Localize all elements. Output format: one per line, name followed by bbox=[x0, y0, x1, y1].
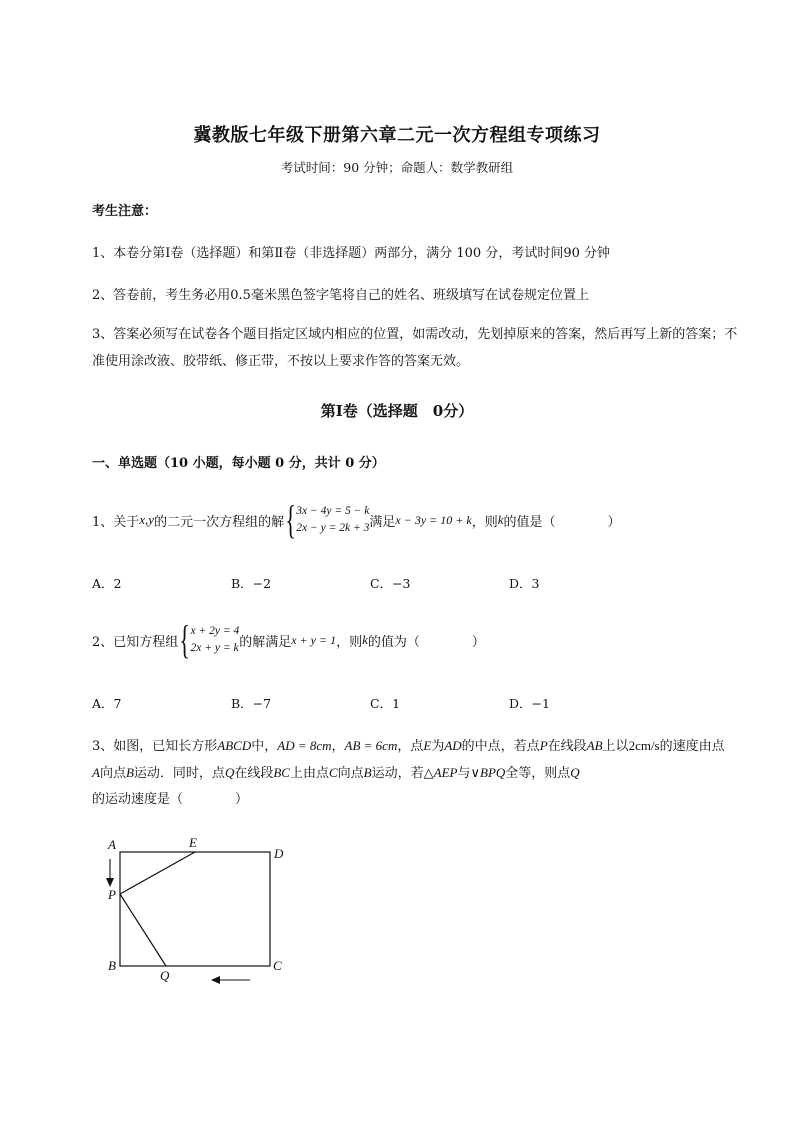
q3-math: C bbox=[328, 765, 338, 780]
q3-text: 的速度由点 bbox=[659, 739, 725, 754]
label-b: B bbox=[108, 958, 116, 973]
q1-suffix-a: ，则 bbox=[471, 514, 498, 530]
q2-option-c[interactable]: C．1 bbox=[370, 696, 401, 711]
document-subtitle: 考试时间：90 分钟；命题人：数学教研组 bbox=[280, 160, 514, 175]
q3-text: 运动，若 bbox=[371, 766, 424, 781]
q3-math: AB bbox=[586, 738, 603, 753]
q3-math: Q bbox=[224, 765, 235, 780]
label-e: E bbox=[189, 835, 197, 850]
q1-mid: 的二元一次方程组的解 bbox=[154, 514, 285, 530]
q1-condition: x − 3y = 10 + k bbox=[395, 512, 472, 527]
q3-text: 向点 bbox=[337, 766, 364, 781]
label-d: D bbox=[274, 846, 284, 861]
q2-mid: 的解满足 bbox=[239, 634, 292, 650]
q1-suffix-b: 的值是（ ） bbox=[503, 514, 621, 530]
q3-text: 为 bbox=[431, 739, 445, 754]
brace-symbol: { bbox=[179, 617, 191, 662]
q2-equation-system bbox=[178, 617, 240, 662]
q1-equation-2: 2x − y = 2k + 3 bbox=[296, 522, 370, 534]
segment-pe bbox=[120, 852, 195, 894]
q1-cond-pre: 满足 bbox=[369, 514, 396, 530]
label-p: P bbox=[108, 887, 116, 902]
question-2 bbox=[92, 617, 485, 662]
q3-text: ， bbox=[331, 739, 345, 754]
q3-text: 向点 bbox=[99, 766, 126, 781]
note-item-2: 2、答卷前，考生务必用0.5毫米黑色签字笔将自己的姓名、班级填写在试卷规定位置上 bbox=[92, 288, 589, 303]
q1-equation-system bbox=[284, 497, 370, 542]
q3-math: BC bbox=[273, 765, 290, 780]
q3-text: 的运动速度是（ ） bbox=[92, 792, 249, 807]
q1-option-c[interactable]: C．−3 bbox=[370, 576, 411, 591]
q3-text: ，点 bbox=[397, 739, 424, 754]
q2-suffix-b: 的值为（ ） bbox=[367, 634, 485, 650]
q1-equation-1: 3x − 4y = 5 − k bbox=[296, 505, 370, 517]
q1-option-b[interactable]: B．−2 bbox=[231, 576, 272, 591]
q3-math: Q bbox=[570, 765, 580, 780]
brace-symbol: { bbox=[285, 497, 296, 542]
q3-text: 在线段 bbox=[547, 739, 587, 754]
segment-pq bbox=[120, 894, 166, 966]
q1-option-a[interactable]: A．2 bbox=[92, 576, 122, 591]
q3-math: 2cm/s bbox=[628, 738, 660, 753]
q2-option-b[interactable]: B．−7 bbox=[231, 696, 272, 711]
q3-math: ∨BPQ bbox=[470, 765, 506, 780]
q1-vars: x,y bbox=[139, 512, 155, 527]
label-a: A bbox=[108, 837, 116, 852]
q3-text: 上以 bbox=[602, 739, 629, 754]
rectangle-figure bbox=[100, 832, 300, 992]
q2-condition: x + y = 1 bbox=[291, 632, 337, 647]
q3-math: AD = 8cm bbox=[277, 738, 332, 753]
label-q: Q bbox=[160, 968, 170, 983]
q2-equation-1: x + 2y = 4 bbox=[190, 625, 240, 637]
q3-text: 全等，则点 bbox=[505, 766, 571, 781]
q2-equation-2: 2x + y = k bbox=[190, 642, 239, 654]
q3-math: △AEP bbox=[423, 765, 458, 780]
q3-math: AB = 6cm bbox=[344, 738, 398, 753]
q3-math: P bbox=[539, 738, 548, 753]
q3-math: AD bbox=[444, 738, 462, 753]
q3-text: 与 bbox=[457, 766, 471, 781]
q1-prefix: 1、关于 bbox=[92, 514, 140, 530]
arrow-left-head-icon bbox=[211, 976, 220, 984]
q3-math: B bbox=[125, 765, 134, 780]
q2-prefix: 2、已知方程组 bbox=[92, 634, 179, 650]
q2-option-a[interactable]: A．7 bbox=[92, 696, 122, 711]
document-title: 冀教版七年级下册第六章二元一次方程组专项练习 bbox=[193, 125, 601, 146]
question-3 bbox=[92, 733, 732, 813]
q3-text: 的中点，若点 bbox=[461, 739, 540, 754]
q3-text: 在线段 bbox=[234, 766, 274, 781]
question-1 bbox=[92, 497, 621, 542]
q1-option-d[interactable]: D．3 bbox=[509, 576, 540, 591]
q1-k: k bbox=[497, 512, 504, 527]
q3-math: A bbox=[92, 765, 100, 780]
q3-text: 中， bbox=[251, 739, 278, 754]
q2-option-d[interactable]: D．−1 bbox=[509, 696, 550, 711]
note-item-3: 3、答案必须写在试卷各个题目指定区域内相应的位置，如需改动，先划掉原来的答案，然后再写上新的答案；不准使用涂改液、胶带纸、修正带，不按以上要求作答的答案无效。 bbox=[92, 327, 738, 369]
label-c: C bbox=[273, 958, 282, 973]
q3-text: 3、如图，已知长方形 bbox=[92, 739, 218, 754]
q3-text: 运动．同时，点 bbox=[133, 766, 225, 781]
q3-text: 上由点 bbox=[289, 766, 329, 781]
section-title: 第Ⅰ卷（选择题 0分） bbox=[320, 402, 474, 420]
q2-k: k bbox=[362, 632, 368, 647]
arrow-down-head-icon bbox=[106, 878, 114, 887]
notes-heading: 考生注意： bbox=[92, 204, 158, 219]
q2-suffix-a: ，则 bbox=[336, 634, 363, 650]
rectangle-abcd bbox=[120, 852, 270, 966]
note-item-1: 1、本卷分第Ⅰ卷（选择题）和第Ⅱ卷（非选择题）两部分，满分 100 分，考试时间90 分钟 bbox=[92, 246, 610, 261]
q3-math: B bbox=[363, 765, 372, 780]
q3-math: ABCD bbox=[217, 738, 252, 753]
part-heading: 一、单选题（10 小题，每小题 0 分，共计 0 分） bbox=[92, 456, 385, 471]
q3-math: E bbox=[423, 738, 432, 753]
